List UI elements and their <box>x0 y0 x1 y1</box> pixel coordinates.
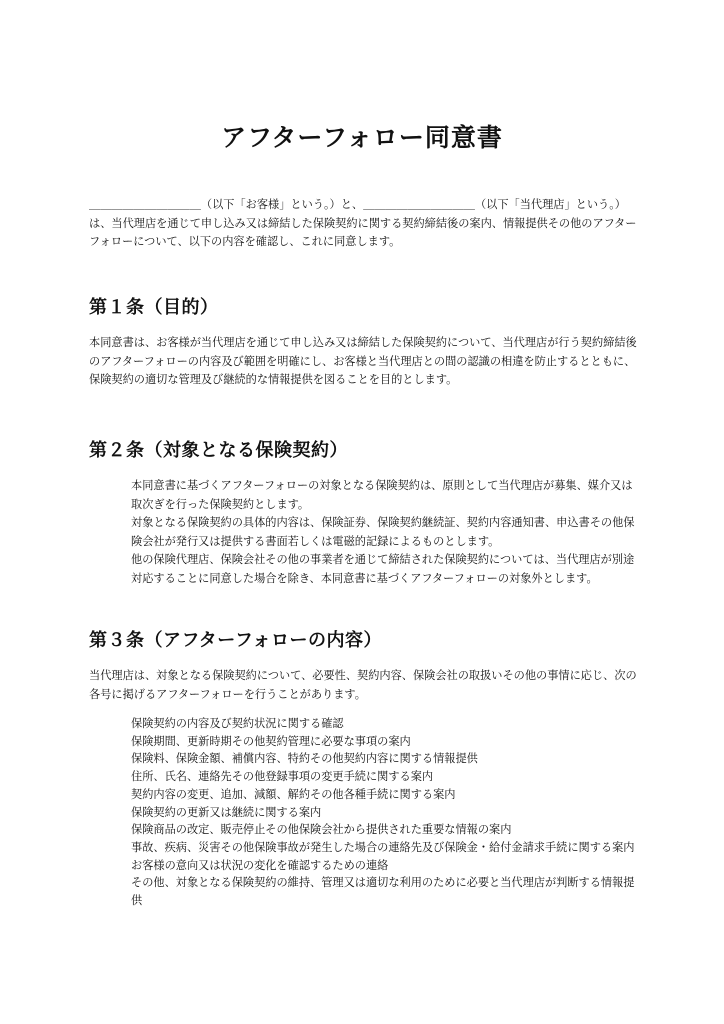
list-item: 契約内容の変更、追加、減額、解約その他各種手続に関する案内 <box>131 787 456 801</box>
list-item: お客様の意向又は状況の変化を確認するための連絡 <box>131 858 389 872</box>
list-item: 保険契約の内容及び契約状況に関する確認 <box>131 717 344 730</box>
article-2-paragraph-2: 対象となる保険契約の具体的内容は、保険証券、保険契約継続証、契約内容通知書、申込書その他保険会社が発行又は提供する書面若しくは電磁的記録によるものとします。 <box>131 516 635 548</box>
article-3-item-list <box>131 715 636 910</box>
list-item: その他、対象となる保険契約の維持、管理又は適切な利用のために必要と当代理店が判断する情報提供 <box>131 876 635 908</box>
article-3-heading: 第３条（アフターフォローの内容） <box>89 630 382 651</box>
list-item: 保険商品の改定、販売停止その他保険会社から提供された重要な情報の案内 <box>131 823 512 837</box>
document-title: アフターフォロー同意書 <box>221 123 503 152</box>
article-1-body: 本同意書は、お客様が当代理店を通じて申し込み又は締結した保険契約について、当代理店が行う契約締結後のアフターフォローの内容及び範囲を明確にし、お客様と当代理店との間の認識の相違を防止するとともに、保険契約の適切な管理及び継続的な情報提供を図ることを目的とします。 <box>89 336 637 386</box>
intro-paragraph: ＿＿＿＿＿＿＿＿＿＿（以下「お客様」という。）と、＿＿＿＿＿＿＿＿＿＿（以下「当代理店」という。）は、当代理店を通じて申し込み又は締結した保険契約に関する契約締結後の案内、情報提供その他のアフターフォローについて、以下の内容を確認し、これに同意します。 <box>89 198 637 248</box>
article-2-paragraph-3: 他の保険代理店、保険会社その他の事業者を通じて締結された保険契約については、当代理店が別途対応することに同意した場合を除き、本同意書に基づくアフターフォローの対象外とします。 <box>131 553 635 585</box>
list-item: 保険期間、更新時期その他契約管理に必要な事項の案内 <box>131 734 411 748</box>
article-3-body: 当代理店は、対象となる保険契約について、必要性、契約内容、保険会社の取扱いその他の事情に応じ、次の各号に掲げるアフターフォローを行うことがあります。 <box>89 669 637 701</box>
list-item: 保険契約の更新又は継続に関する案内 <box>131 805 322 819</box>
article-1-heading: 第１条（目的） <box>89 297 219 318</box>
list-item: 保険料、保険金額、補償内容、特約その他契約内容に関する情報提供 <box>131 752 478 766</box>
list-item: 住所、氏名、連絡先その他登録事項の変更手続に関する案内 <box>131 770 434 784</box>
list-item: 事故、疾病、災害その他保険事故が発生した場合の連絡先及び保険金・給付金請求手続に関する案内 <box>131 840 635 854</box>
article-2-paragraph-1: 本同意書に基づくアフターフォローの対象となる保険契約は、原則として当代理店が募集、媒介又は取次ぎを行った保険契約とします。 <box>131 479 633 511</box>
article-2-heading: 第２条（対象となる保険契約） <box>89 440 348 461</box>
